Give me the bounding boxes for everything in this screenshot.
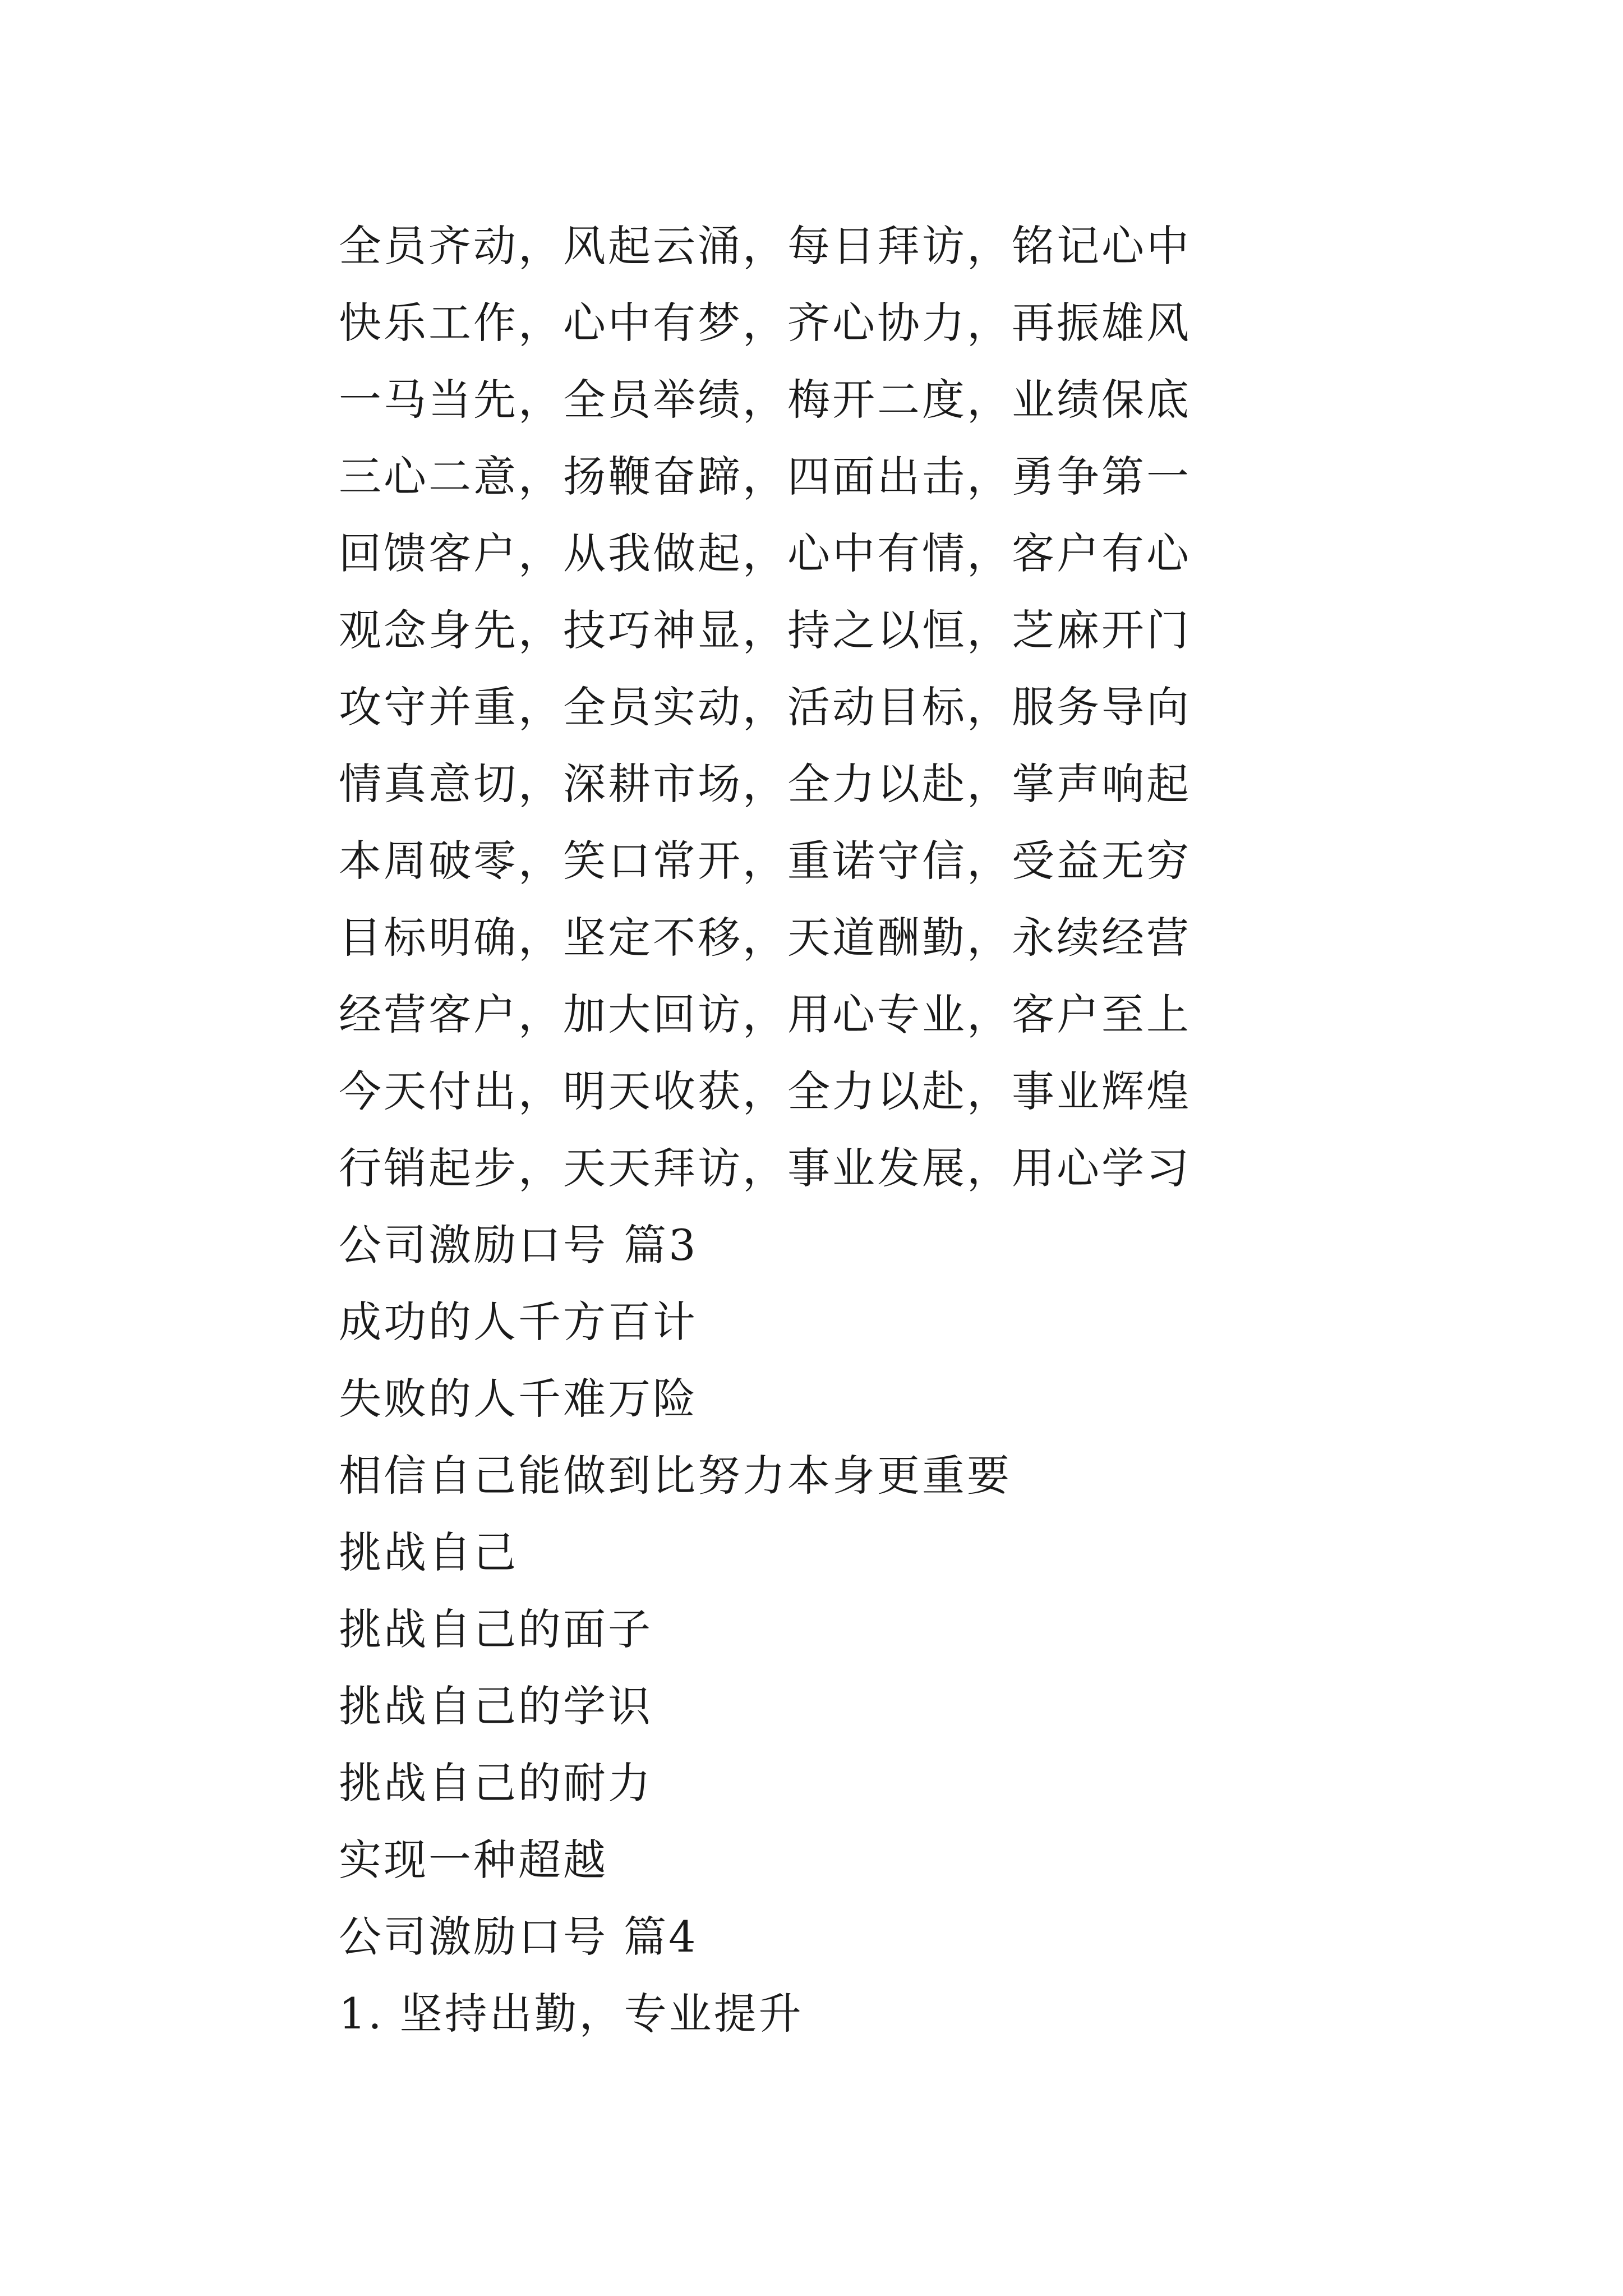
slogan-line: 攻守并重，全员实动，活动目标，服务导向 xyxy=(339,682,1191,732)
slogan-line: 挑战自己 xyxy=(339,1527,518,1577)
numbered-list-item: 1. 坚持出勤，专业提升 xyxy=(339,1989,804,2039)
section-heading: 公司激励口号 篇4 xyxy=(339,1912,698,1962)
slogan-line: 回馈客户，从我做起，心中有情，客户有心 xyxy=(339,528,1191,578)
slogan-line: 一马当先，全员举绩，梅开二度，业绩保底 xyxy=(339,375,1191,425)
slogan-line: 挑战自己的面子 xyxy=(339,1604,653,1654)
slogan-line: 行销起步，天天拜访，事业发展，用心学习 xyxy=(339,1143,1191,1193)
document-body xyxy=(339,208,1202,2052)
slogan-line: 目标明确，坚定不移，天道酬勤，永续经营 xyxy=(339,913,1191,963)
slogan-line: 情真意切，深耕市场，全力以赴，掌声响起 xyxy=(339,759,1191,809)
slogan-line: 成功的人千方百计 xyxy=(339,1297,698,1347)
slogan-line: 全员齐动，风起云涌，每日拜访，铭记心中 xyxy=(339,221,1191,271)
slogan-line: 挑战自己的耐力 xyxy=(339,1758,653,1808)
section-heading: 公司激励口号 篇3 xyxy=(339,1220,698,1270)
slogan-line: 本周破零，笑口常开，重诺守信，受益无穷 xyxy=(339,836,1191,886)
slogan-line: 失败的人千难万险 xyxy=(339,1374,698,1424)
slogan-line: 今天付出，明天收获，全力以赴，事业辉煌 xyxy=(339,1066,1191,1116)
slogan-line: 三心二意，扬鞭奋蹄，四面出击，勇争第一 xyxy=(339,452,1191,501)
slogan-line: 观念身先，技巧神显，持之以恒，芝麻开门 xyxy=(339,605,1191,655)
slogan-line: 经营客户，加大回访，用心专业，客户至上 xyxy=(339,990,1191,1039)
slogan-line: 相信自己能做到比努力本身更重要 xyxy=(339,1451,1012,1501)
slogan-line: 挑战自己的学识 xyxy=(339,1681,653,1731)
slogan-line: 快乐工作，心中有梦，齐心协力，再振雄风 xyxy=(339,298,1191,348)
slogan-line: 实现一种超越 xyxy=(339,1835,608,1885)
